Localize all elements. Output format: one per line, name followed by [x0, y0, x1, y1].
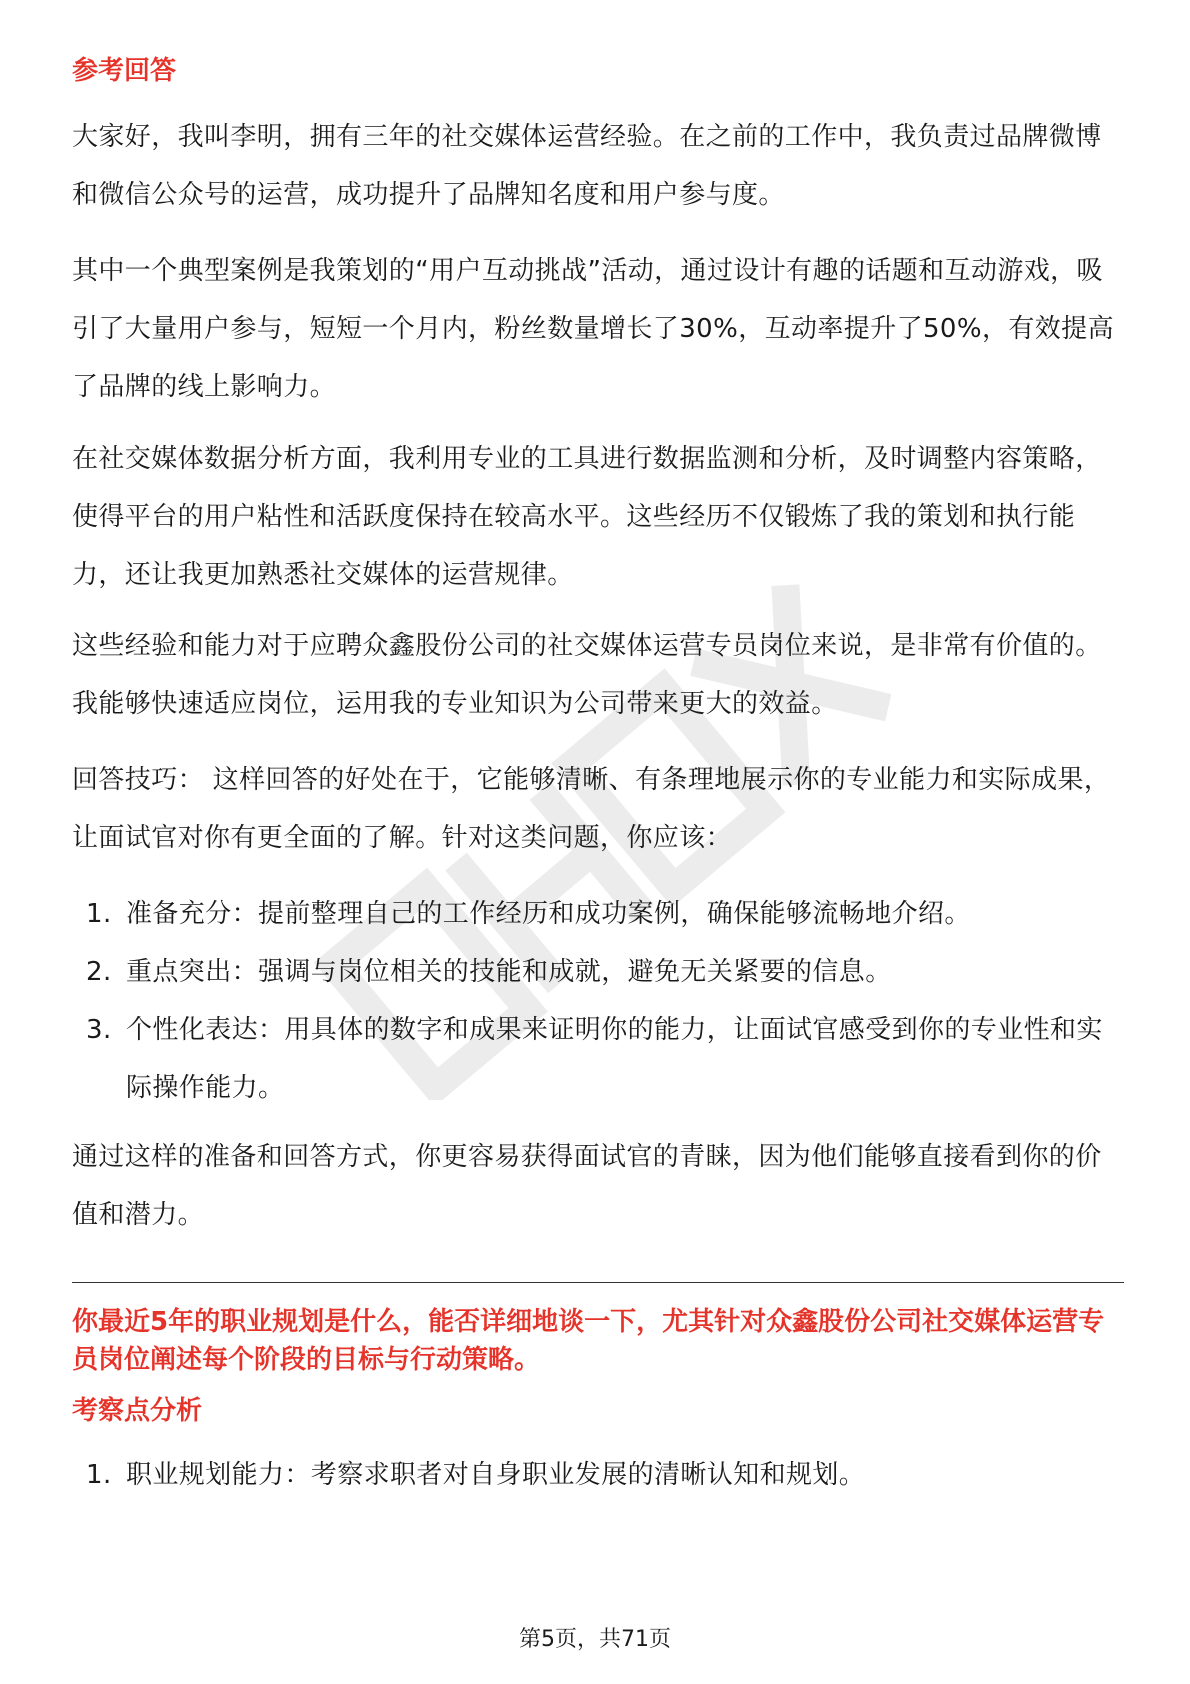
list-number: 1.: [86, 1460, 112, 1490]
next-question: 你最近5年的职业规划是什么，能否详细地谈一下，尤其针对众鑫股份公司社交媒体运营专员岗位阐述每个阶段的目标与行动策略。: [72, 1307, 1105, 1375]
list-item: [72, 943, 1124, 1001]
analysis-list: [72, 1446, 1124, 1504]
section-title: 参考回答: [72, 56, 177, 86]
paragraph-case: 其中一个典型案例是我策划的“用户互动挑战”活动，通过设计有趣的话题和互动游戏，吸引了大量用户参与，短短一个月内，粉丝数量增长了30%，互动率提升了50%，有效提高了品牌的线上影响力。: [72, 256, 1114, 402]
list-item: [72, 885, 1124, 943]
paragraph-closing: 通过这样的准备和回答方式，你更容易获得面试官的青睐，因为他们能够直接看到你的价值和潜力。: [72, 1142, 1102, 1230]
paragraph-value: 这些经验和能力对于应聘众鑫股份公司的社交媒体运营专员岗位来说，是非常有价值的。我能够快速适应岗位，运用我的专业知识为公司带来更大的效益。: [72, 631, 1102, 719]
list-text: 重点突出：强调与岗位相关的技能和成就，避免无关紧要的信息。: [126, 957, 892, 987]
paragraph-tips-intro: 回答技巧： 这样回答的好处在于，它能够清晰、有条理地展示你的专业能力和实际成果，让面试官对你有更全面的了解。针对这类问题，你应该：: [72, 765, 1111, 853]
page-footer: 第5页，共71页: [519, 1627, 671, 1652]
analysis-title: 考察点分析: [72, 1396, 203, 1426]
list-text: 个性化表达：用具体的数字和成果来证明你的能力，让面试官感受到你的专业性和实际操作能力。: [126, 1015, 1103, 1103]
list-text: 准备充分：提前整理自己的工作经历和成功案例，确保能够流畅地介绍。: [126, 899, 971, 929]
list-number: 1.: [86, 899, 112, 929]
list-text: 职业规划能力：考察求职者对自身职业发展的清晰认知和规划。: [126, 1460, 866, 1490]
list-item: [72, 1446, 1124, 1504]
tips-list: [72, 885, 1124, 1117]
list-number: 3.: [86, 1015, 112, 1045]
paragraph-intro: 大家好，我叫李明，拥有三年的社交媒体运营经验。在之前的工作中，我负责过品牌微博和微信公众号的运营，成功提升了品牌知名度和用户参与度。: [72, 122, 1102, 210]
list-number: 2.: [86, 957, 112, 987]
paragraph-analysis: 在社交媒体数据分析方面，我利用专业的工具进行数据监测和分析，及时调整内容策略，使得平台的用户粘性和活跃度保持在较高水平。这些经历不仅锻炼了我的策划和执行能力，还让我更加熟悉社交媒体的运营规律。: [72, 444, 1102, 590]
list-item: [72, 1001, 1124, 1117]
divider: [72, 1282, 1124, 1283]
